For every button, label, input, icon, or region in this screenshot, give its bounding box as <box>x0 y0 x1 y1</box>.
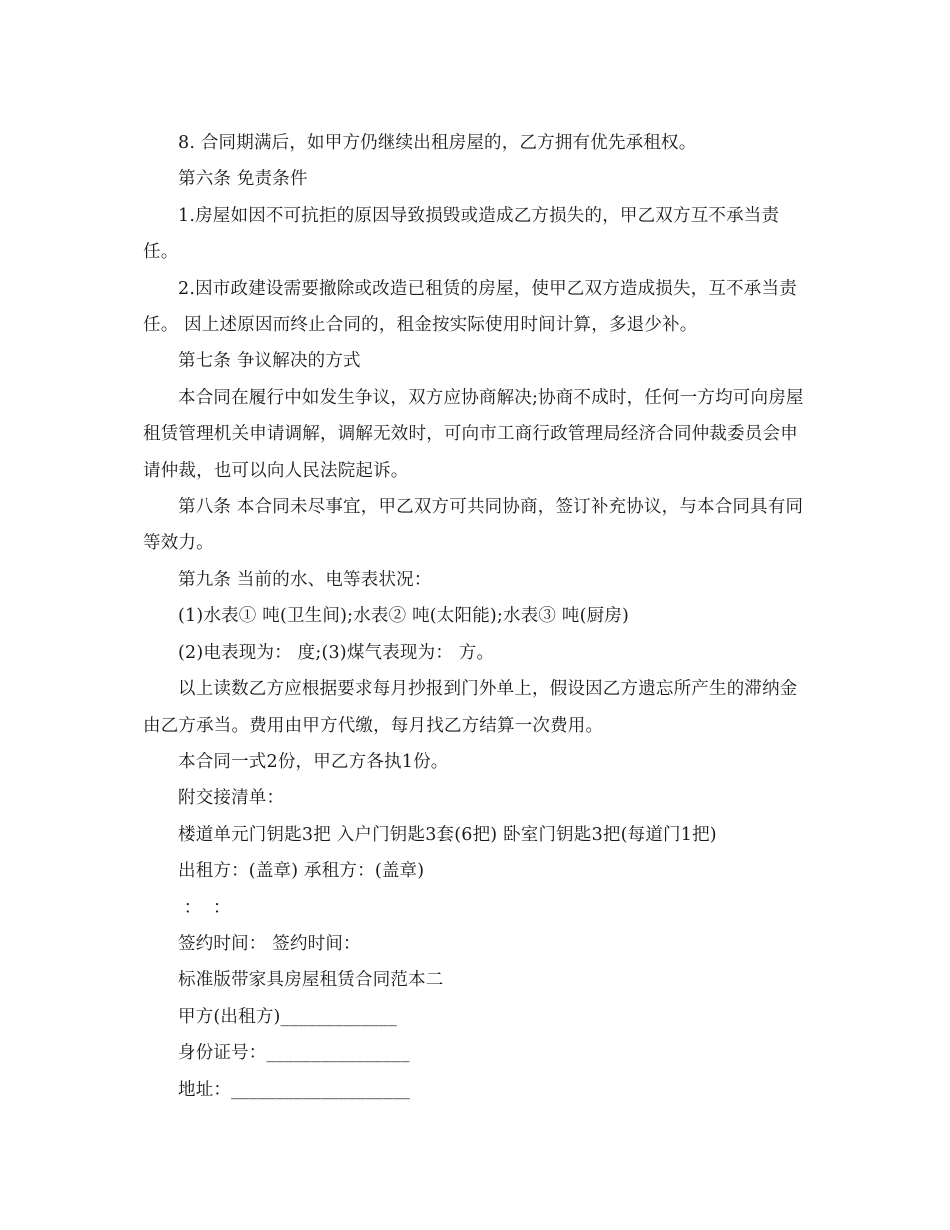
address-field: 地址：____________________ <box>178 1079 411 1100</box>
clause-8-renewal: 8. 合同期满后，如甲方仍继续出租房屋的，乙方拥有优先承租权。 <box>178 133 697 153</box>
template-2-title: 标准版带家具房屋租赁合同范本二 <box>178 970 444 991</box>
electric-gas-readings: (2)电表现为： 度;(3)煤气表现为： 方。 <box>178 642 495 663</box>
copies-clause: 本合同一式2份，甲乙方各执1份。 <box>178 751 449 772</box>
signature-parties: 出租方：(盖章) 承租方：(盖章) <box>178 861 425 882</box>
article-7-body: 本合同在履行中如发生争议，双方应协商解决;协商不成时，任何一方均可向房屋租赁管理机关申请调解，调解无效时，可向市工商行政管理局经济合同仲裁委员会申请仲裁，也可以向人民法院起诉。 <box>143 387 804 481</box>
water-meter-readings: (1)水表① 吨(卫生间);水表② 吨(太阳能);水表③ 吨(厨房) <box>178 606 630 627</box>
article-6-heading: 第六条 免责条件 <box>178 169 308 190</box>
signature-colons: ： ： <box>178 897 231 918</box>
party-a-field: 甲方(出租方)_____________ <box>178 1006 397 1027</box>
handover-list-heading: 附交接清单： <box>178 788 285 809</box>
document-body <box>143 125 807 1108</box>
article-6-item-1: 1.房屋如因不可抗拒的原因导致损毁或造成乙方损失的，甲乙双方互不承当责任。 <box>143 205 780 263</box>
article-9-heading: 第九条 当前的水、电等表状况： <box>178 569 432 590</box>
signing-dates: 签约时间： 签约时间： <box>178 933 361 954</box>
meter-reporting-clause: 以上读数乙方应根据要求每月抄报到门外单上，假设因乙方遗忘所产生的滞纳金由乙方承当。费用由甲方代缴，每月找乙方结算一次费用。 <box>143 679 798 736</box>
article-6-item-2: 2.因市政建设需要撤除或改造已租赁的房屋，使甲乙双方造成损失，互不承当责任。 因上述原因而终止合同的，租金按实际使用时间计算，多退少补。 <box>143 278 797 336</box>
handover-keys: 楼道单元门钥匙3把 入户门钥匙3套(6把) 卧室门钥匙3把(每道门1把) <box>178 824 717 845</box>
id-number-field: 身份证号：________________ <box>178 1043 410 1064</box>
article-7-heading: 第七条 争议解决的方式 <box>178 351 361 372</box>
article-8-body: 第八条 本合同未尽事宜，甲乙双方可共同协商，签订补充协议，与本合同具有同等效力。 <box>143 497 804 554</box>
